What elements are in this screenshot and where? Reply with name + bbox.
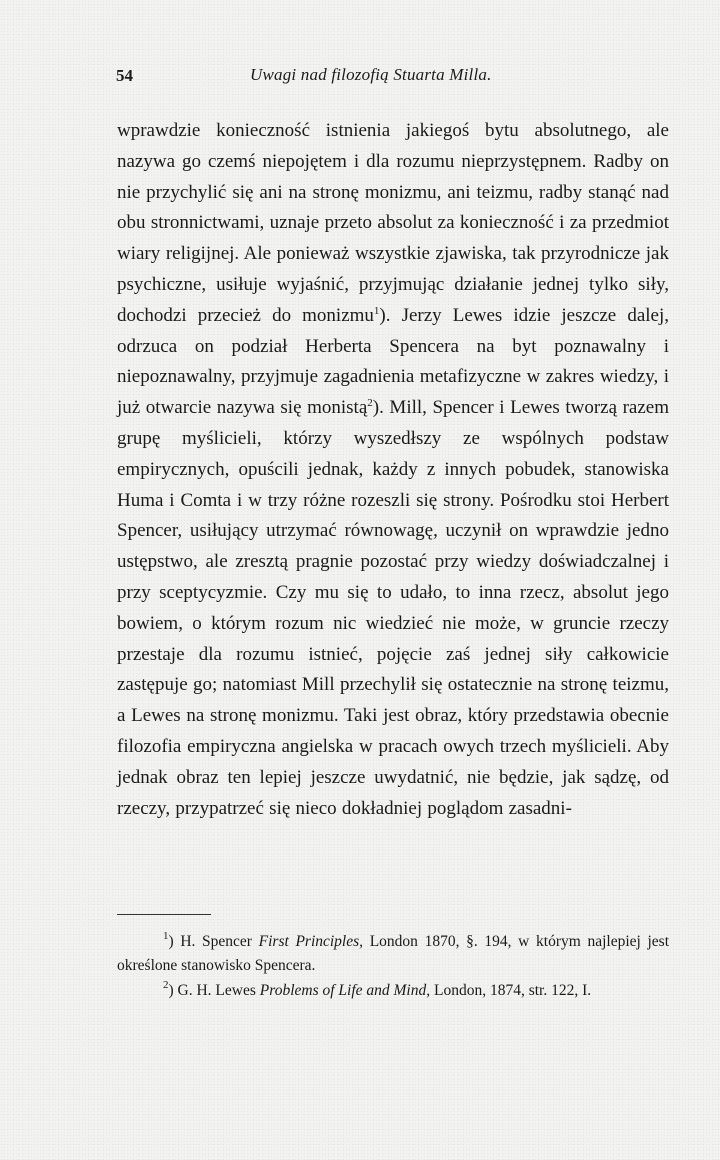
footnote-1 [117, 930, 669, 979]
footnote-2-book-title: Problems of Life and Mind, [259, 981, 431, 999]
footnote-ref-1: 1 [373, 304, 380, 317]
footnote-2 [117, 979, 669, 1003]
page-number: 54 [116, 66, 133, 85]
footnote-2-marker: 2 [163, 978, 169, 991]
body-text-part-2: ). Jerzy Lewes idzie jeszcze dalej, odrzuca on podział Herberta Spencera na byt poznawalny i niepoznawalny, przyjmuje zagadnienia metafizyczne w zakres wiedzy, i już otwarcie nazywa się monistą [117, 304, 669, 419]
footnote-ref-2: 2 [367, 397, 373, 410]
footnotes [117, 930, 669, 1003]
body-text [117, 116, 669, 824]
body-text-part-3: ). Mill, Spencer i Lewes tworzą razem grupę myślicieli, którzy wyszedłszy ze wspólnych podstaw empirycznych, opuścili jednak, każdy z innych pobudek, stanowiska Huma i Comta i w trzy różne rozeszli się strony. Pośrodku stoi Herbert Spencer, usiłujący utrzymać równowagę, uczynił on wprawdzie jedno ustępstwo, ale zresztą pragnie pozostać przy wiedzy doświadczalnej i przy sceptycyzmie. Czy mu się to udało, to inna rzecz, absolut jego bowiem, o którym rozum nic wiedzieć nie może, w gruncie rzeczy przestaje dla rozumu istnieć, pojęcie zaś jednej siły całkowicie zastępuje go; natomiast Mill przechylił się ostatecznie na stronę teizmu, a Lewes na stronę monizmu. Taki jest obraz, który przedstawia obecnie filozofia empiryczna angielska w pracach owych trzech myślicieli. Aby jednak obraz ten lepiej jeszcze uwydatnić, nie będzie, jak sądzę, od rzeczy, przypatrzeć się nieco dokładniej poglądom zasadni- [117, 397, 669, 819]
footnote-1-book-title: First Principles, [258, 933, 364, 950]
footnote-2-suffix: London, 1874, str. 122, I. [430, 981, 592, 999]
footnote-2-prefix: ) G. H. Lewes [168, 981, 260, 999]
footnote-1-prefix: ) H. Spencer [168, 933, 259, 950]
main-paragraph [117, 116, 669, 824]
footnote-1-marker: 1 [163, 930, 169, 942]
footnote-divider [117, 914, 211, 915]
running-title: Uwagi nad filozofią Stuarta Milla. [250, 65, 492, 84]
body-text-part-1: wprawdzie konieczność istnienia jakiegoś bytu absolutnego, ale nazywa go czemś niepojętem i dla rozumu nieprzystępnem. Radby on nie przychylić się ani na stronę monizmu, ani teizmu, radby stanąć nad obu stronnictwami, uznaje przeto absolut za konieczność i za przedmiot wiary religijnej. Ale ponieważ wszystkie zjawiska, tak przyrodnicze jak psychiczne, usiłuje wyjaśnić, przyjmując działanie jednej tylko siły, dochodzi przecież do monizmu [117, 120, 669, 326]
footnote-1-suffix: London 1870, §. 194, w którym najlepiej jest określone stanowisko Spencera. [117, 933, 670, 975]
